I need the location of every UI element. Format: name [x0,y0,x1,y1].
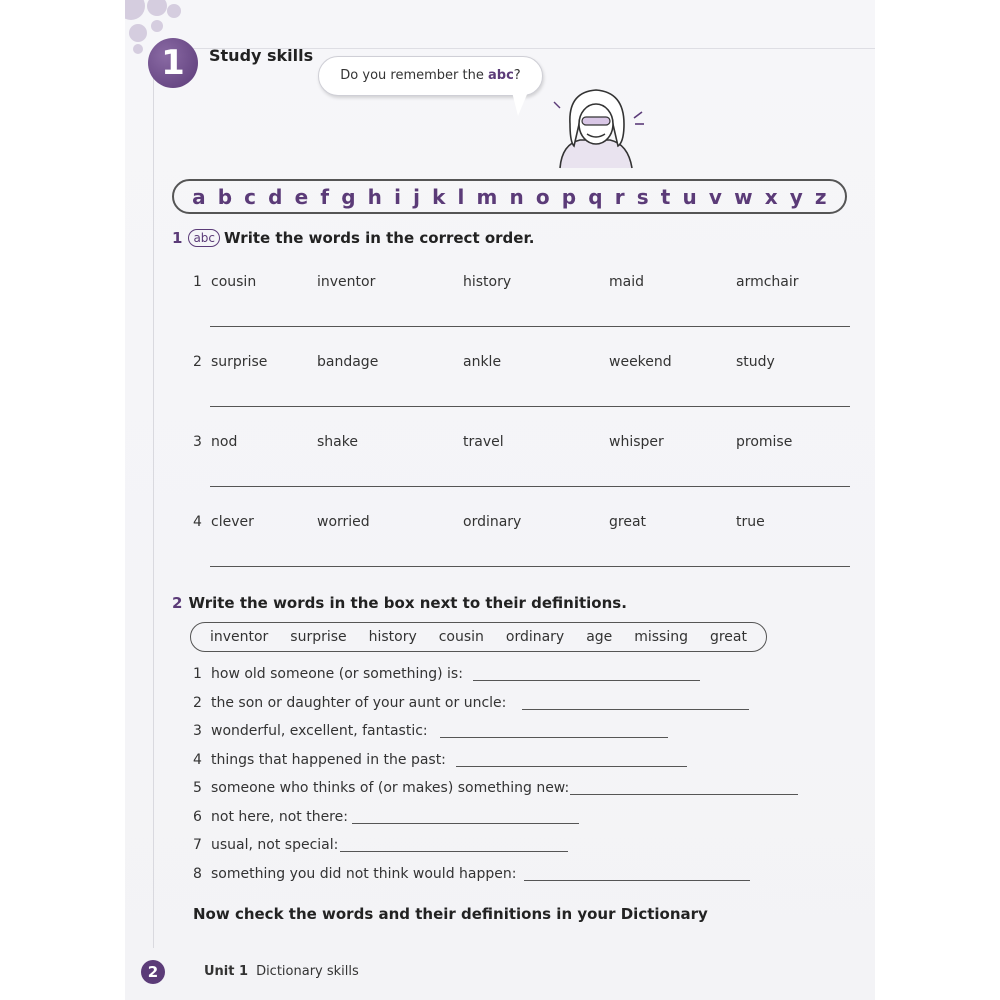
box-word: surprise [290,629,347,645]
word-item: promise [736,434,793,450]
alphabet-letter: e [294,184,309,209]
alphabet-letter: m [476,184,498,209]
definition-text: things that happened in the past: [211,751,446,768]
word-item: ordinary [463,514,522,530]
word-item: study [736,354,775,370]
definition-text: the son or daughter of your aunt or uncle: [211,694,507,711]
alphabet-letter: x [764,184,778,209]
alphabet-letter: h [367,184,382,209]
word-item: nod [211,434,238,450]
alphabet-letter: z [814,184,827,209]
definition-text: wonderful, excellent, fantastic: [211,723,428,739]
exercise-1-number: 1 [172,229,183,247]
alphabet-letter: w [734,184,753,209]
word-item: whisper [609,434,664,450]
alphabet-letter: b [217,184,233,209]
alphabet-letter: i [394,184,401,209]
alphabet-letter: u [682,184,697,209]
box-word: history [368,629,417,645]
definition-number: 4 [193,751,202,768]
definition-number: 5 [193,780,202,796]
alphabet-letter: k [432,184,446,209]
row-number: 3 [193,434,202,450]
alphabet-letter: o [535,184,550,209]
definition-item [193,866,516,882]
alphabet-letter: q [588,184,603,209]
unit-number-badge: 1 [148,38,198,88]
definition-item [193,780,569,796]
definition-answer-line[interactable] [456,766,687,767]
answer-line[interactable] [210,326,850,327]
row-number: 2 [193,354,202,370]
definition-text: not here, not there: [211,808,348,825]
word-row [193,354,853,374]
word-item: shake [317,434,358,450]
definition-answer-line[interactable] [440,737,668,738]
exercise-2-heading [172,594,627,612]
dictionary-check-note: Now check the words and their definitions in your Dictionary [193,905,708,923]
box-word: inventor [209,629,269,645]
page-footer [204,964,359,979]
bubble-text-emphasis: abc [488,68,514,83]
box-word: cousin [438,629,484,645]
bubble-text-suffix: ? [513,68,521,83]
alphabet-letter: p [561,184,577,209]
definition-answer-line[interactable] [340,851,568,852]
definition-number: 1 [193,666,202,682]
definition-item [193,666,463,682]
definition-item [193,723,428,739]
definition-item [193,695,506,711]
word-item: inventor [317,274,376,290]
definition-answer-line[interactable] [522,709,749,710]
answer-line[interactable] [210,486,850,487]
alphabet-letter: g [341,184,356,209]
exercise-1-instruction: Write the words in the correct order. [224,229,535,247]
word-item: maid [609,274,644,290]
alphabet-letter: r [614,184,625,209]
box-word: age [586,629,613,645]
word-item: history [463,274,512,290]
alphabet-letter: n [509,184,524,209]
word-box [190,622,767,652]
word-row [193,274,853,294]
alphabet-letter: f [320,184,330,209]
alphabet-letter: d [268,184,283,209]
row-number: 1 [193,274,202,290]
word-item: ankle [463,354,502,370]
exercise-1-heading [172,229,534,247]
definition-item [193,752,446,768]
definition-number: 3 [193,723,202,739]
answer-line[interactable] [210,406,850,407]
word-item: worried [317,514,370,530]
word-item: cousin [211,274,257,290]
alphabet-letter: v [708,184,722,209]
box-word: missing [634,629,688,645]
alphabet-letter: l [457,184,465,209]
box-word: great [709,629,747,645]
alphabet-strip [172,179,847,214]
alphabet-letter: y [789,184,803,209]
definition-answer-line[interactable] [570,794,798,795]
speech-bubble [318,56,543,96]
row-number: 4 [193,514,202,530]
word-item: armchair [736,274,799,290]
alphabet-letter: s [636,184,649,209]
alphabet-letter: j [413,184,420,209]
word-item: great [609,514,647,530]
footer-unit: Unit 1 [204,964,249,979]
exercise-2-number: 2 [172,594,183,612]
box-word: ordinary [505,629,565,645]
abc-order-icon: abc [188,229,220,247]
definition-number: 6 [193,808,202,825]
definition-text: how old someone (or something) is: [211,666,463,682]
definition-answer-line[interactable] [352,823,579,824]
definition-text: someone who thinks of (or makes) something new: [211,780,570,796]
unit-title: Study skills [209,46,314,65]
alphabet-letter: t [660,184,671,209]
girl-illustration-icon [540,84,650,170]
definition-text: something you did not think would happen: [211,865,517,882]
word-item: true [736,514,765,530]
exercise-2-instruction: Write the words in the box next to their definitions. [188,594,627,612]
word-item: bandage [317,354,379,370]
definition-number: 8 [193,865,202,882]
word-row [193,514,853,534]
definition-text: usual, not special: [211,837,339,853]
definition-number: 7 [193,837,202,853]
definition-answer-line[interactable] [524,880,750,881]
word-row [193,434,853,454]
word-item: weekend [609,354,672,370]
answer-line[interactable] [210,566,850,567]
alphabet-letter: c [244,184,257,209]
word-item: clever [211,514,254,530]
margin-rule [153,48,154,948]
definition-item [193,837,338,853]
alphabet-letter: a [192,184,206,209]
bubble-text-prefix: Do you remember the [340,68,488,83]
page-number-badge: 2 [141,960,165,984]
definition-answer-line[interactable] [473,680,700,681]
word-item: surprise [211,354,268,370]
footer-section: Dictionary skills [256,964,359,979]
definition-number: 2 [193,694,202,711]
definition-item [193,809,348,825]
word-item: travel [463,434,504,450]
speech-bubble-tail [512,92,528,116]
